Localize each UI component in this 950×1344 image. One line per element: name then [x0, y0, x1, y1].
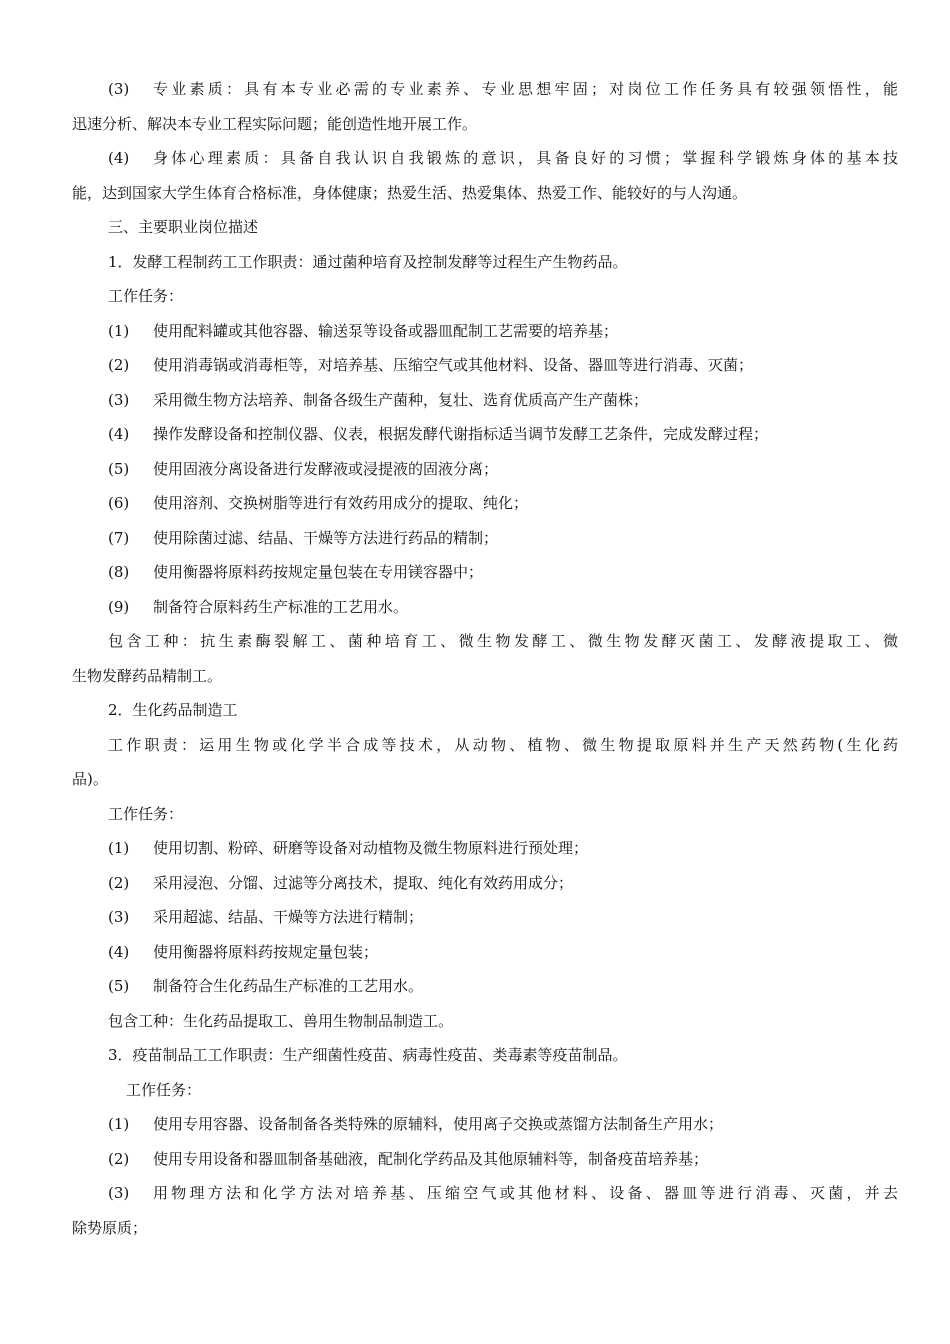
task-text: 制备符合生化药品生产标准的工艺用水。	[153, 977, 424, 995]
task-item	[72, 452, 898, 487]
task-item	[72, 935, 898, 970]
task-item	[72, 969, 898, 1004]
task-item	[72, 1107, 898, 1142]
task-item	[72, 348, 898, 383]
item-number: (4)	[108, 425, 130, 443]
job-heading-fermentation: 1．发酵工程制药工工作职责：通过菌种培育及控制发酵等过程生产生物药品。	[108, 252, 628, 271]
item-number: (3)	[108, 908, 130, 926]
item-number: (2)	[108, 873, 130, 892]
task-text: 使用配料罐或其他容器、输送泵等设备或器皿配制工艺需要的培养基；	[153, 321, 619, 340]
item-number: (2)	[108, 1149, 130, 1168]
task-text: 使用衡器将原料药按规定量包装；	[153, 942, 379, 961]
task-text: 使用消毒锅或消毒柜等，对培养基、压缩空气或其他材料、设备、器皿等进行消毒、灭菌；	[153, 356, 754, 374]
item-number: (2)	[108, 356, 130, 374]
tasks-label: 工作任务：	[126, 1080, 202, 1099]
section-heading: 三、主要职业岗位描述	[108, 218, 259, 236]
item-number: (1)	[108, 839, 130, 857]
job-types-paragraph: 包含工种：抗生素酶裂解工、菌种培育工、微生物发酵工、微生物发酵灭菌工、发酵液提取工、微	[108, 632, 898, 650]
job-types-paragraph: 包含工种：生化药品提取工、兽用生物制品制造工。	[108, 1011, 454, 1030]
paragraph-text: 专业素质：具有本专业必需的专业素养、专业思想牢固；对岗位工作任务具有较强领悟性，能	[153, 80, 898, 98]
task-item	[72, 1142, 898, 1177]
document-page	[72, 72, 898, 1245]
item-number: (9)	[108, 597, 130, 616]
item-number: (7)	[108, 528, 130, 547]
task-text: 制备符合原料药生产标准的工艺用水。	[153, 597, 409, 616]
task-item	[72, 590, 898, 625]
task-text: 使用除菌过滤、结晶、干燥等方法进行药品的精制；	[153, 528, 499, 547]
task-text: 采用超滤、结晶、干燥等方法进行精制；	[153, 908, 424, 926]
job-heading-biochemical: 2．生化药品制造工	[108, 701, 238, 719]
task-item	[72, 900, 898, 935]
task-item	[72, 555, 898, 590]
item-number: (4)	[108, 149, 130, 167]
task-item	[72, 866, 898, 901]
task-item	[72, 486, 898, 521]
paragraph-physical-quality	[72, 141, 898, 176]
item-number: (5)	[108, 977, 130, 995]
job-heading-vaccine: 3．疫苗制品工工作职责：生产细菌性疫苗、病毒性疫苗、类毒素等疫苗制品。	[108, 1046, 628, 1064]
task-item	[72, 1176, 898, 1211]
task-text: 采用微生物方法培养、制备各级生产菌种，复壮、选育优质高产生产菌株；	[153, 390, 649, 409]
task-text: 使用固液分离设备进行发酵液或浸提液的固液分离；	[153, 459, 499, 478]
tasks-label: 工作任务：	[108, 804, 184, 823]
item-number: (1)	[108, 321, 130, 340]
task-text: 使用切割、粉碎、研磨等设备对动植物及微生物原料进行预处理；	[153, 839, 589, 857]
item-number: (5)	[108, 459, 130, 478]
task-item	[72, 521, 898, 556]
item-number: (4)	[108, 942, 130, 961]
item-number: (3)	[108, 390, 130, 409]
job-duty-paragraph: 工作职责：运用生物或化学半合成等技术，从动物、植物、微生物提取原料并生产天然药物(生化药	[108, 735, 898, 754]
paragraph-text: 身体心理素质：具备自我认识自我锻炼的意识，具备良好的习惯；掌握科学锻炼身体的基本技	[153, 149, 898, 167]
paragraph-continuation: 除势原质；	[72, 1218, 148, 1237]
task-text: 使用溶剂、交换树脂等进行有效药用成分的提取、纯化；	[153, 494, 529, 512]
item-number: (3)	[108, 1184, 130, 1202]
item-number: (8)	[108, 563, 130, 581]
paragraph-professional-quality	[72, 72, 898, 107]
paragraph-continuation: 能，达到国家大学生体育合格标准，身体健康；热爱生活、热爱集体、热爱工作、能较好的与人沟通。	[72, 183, 748, 202]
paragraph-continuation: 生物发酵药品精制工。	[72, 666, 223, 685]
item-number: (3)	[108, 80, 130, 98]
item-number: (1)	[108, 1115, 130, 1133]
task-item	[72, 417, 898, 452]
paragraph-continuation: 迅速分析、解决本专业工程实际问题；能创造性地开展工作。	[72, 114, 478, 133]
task-text: 使用衡器将原料药按规定量包装在专用镁容器中；	[153, 563, 484, 581]
task-item	[72, 383, 898, 418]
tasks-label: 工作任务：	[108, 287, 184, 305]
task-text: 用物理方法和化学方法对培养基、压缩空气或其他材料、设备、器皿等进行消毒、灭菌，并去	[153, 1184, 898, 1202]
task-item	[72, 831, 898, 866]
task-text: 操作发酵设备和控制仪器、仪表，根据发酵代谢指标适当调节发酵工艺条件，完成发酵过程；	[153, 425, 769, 443]
paragraph-continuation: 品)。	[72, 770, 108, 788]
task-text: 使用专用设备和器皿制备基础液，配制化学药品及其他原辅料等，制备疫苗培养基；	[153, 1149, 709, 1168]
item-number: (6)	[108, 494, 130, 512]
task-text: 使用专用容器、设备制备各类特殊的原辅料，使用离子交换或蒸馏方法制备生产用水；	[153, 1115, 724, 1133]
task-item	[72, 314, 898, 349]
task-text: 采用浸泡、分馏、过滤等分离技术，提取、纯化有效药用成分；	[153, 873, 574, 892]
